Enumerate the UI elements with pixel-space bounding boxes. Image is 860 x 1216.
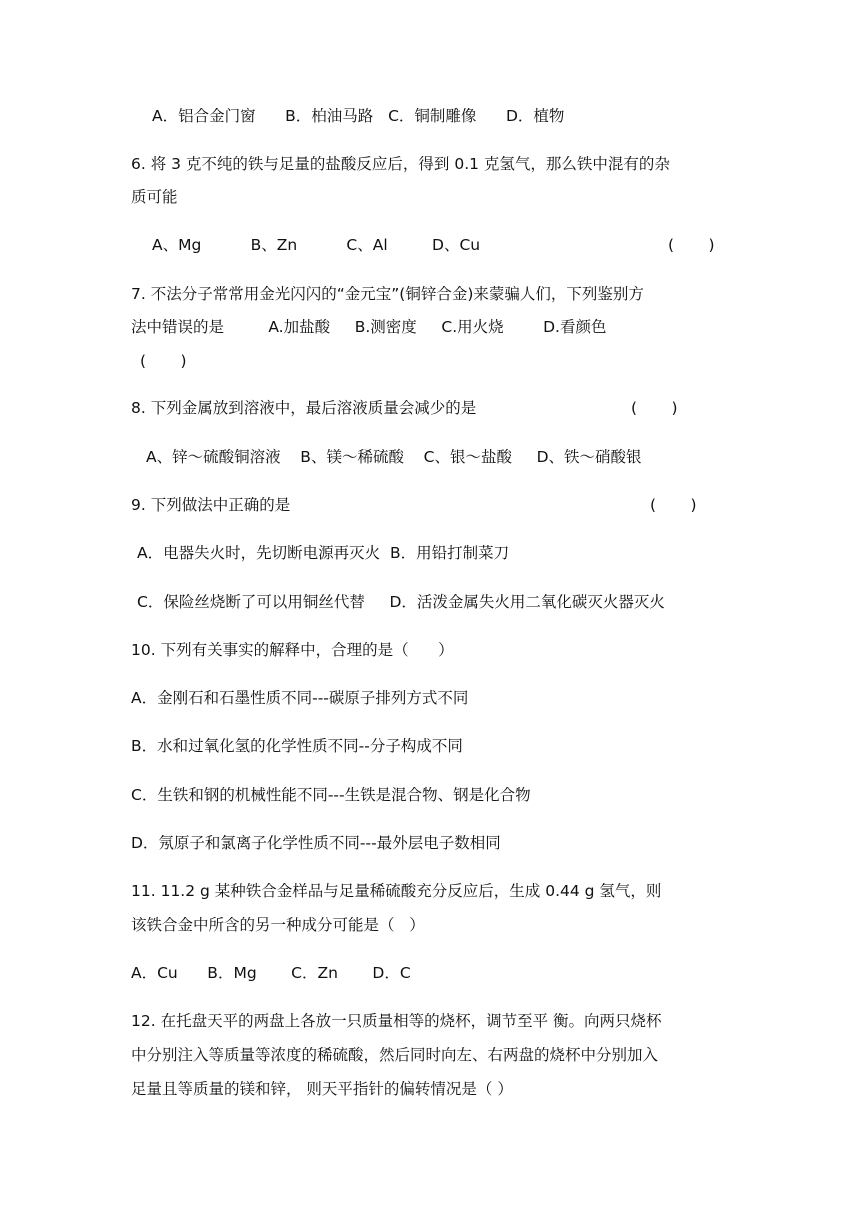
q6-options: A、Mg B、Zn C、Al D、Cu [152,236,481,254]
q7-stem-line2-options: 法中错误的是 A.加盐酸 B.测密度 C.用火烧 D.看颜色 [131,318,607,336]
q7-stem-line1: 7. 不法分子常常用金光闪闪的“金元宝”(铜锌合金)来蒙骗人们，下列鉴别方 [131,285,644,303]
q12-stem-line3: 足量且等质量的镁和锌， 则天平指针的偏转情况是（ ） [131,1080,513,1098]
q11-stem-line1: 11. 11.2 g 某种铁合金样品与足量稀硫酸充分反应后，生成 0.44 g 氢气，则 [131,882,662,900]
q7-answer-blank: ( ) [140,352,187,370]
q8-answer-blank: ( ) [631,399,678,417]
q10-option-b: B．水和过氧化氢的化学性质不同--分子构成不同 [131,737,463,755]
q12-stem-line2: 中分别注入等质量等浓度的稀硫酸，然后同时向左、右两盘的烧杯中分别加入 [131,1046,659,1064]
q10-stem: 10. 下列有关事实的解释中，合理的是（ ） [131,641,454,659]
q9-options-ab: A．电器失火时，先切断电源再灭火 B．用铅打制菜刀 [137,544,510,562]
q9-options-cd: C．保险丝烧断了可以用铜丝代替 D．活泼金属失火用二氧化碳灭火器灭火 [137,593,665,611]
q11-options: A．Cu B．Mg C．Zn D．C [131,964,411,982]
q6-stem-line2: 质可能 [131,188,178,206]
q8-options: A、锌～硫酸铜溶液 B、镁～稀硫酸 C、银～盐酸 D、铁～硝酸银 [146,448,642,466]
q10-option-c: C．生铁和钢的机械性能不同---生铁是混合物、钢是化合物 [131,786,531,804]
q10-option-d: D．氖原子和氯离子化学性质不同---最外层电子数相同 [131,834,501,852]
q11-stem-line2: 该铁合金中所含的另一种成分可能是（ ） [131,916,425,934]
q6-stem-line1: 6. 将 3 克不纯的铁与足量的盐酸反应后，得到 0.1 克氢气，那么铁中混有的杂 [131,155,670,173]
q9-stem: 9. 下列做法中正确的是 [131,496,291,514]
q9-answer-blank: ( ) [650,496,697,514]
q6-answer-blank: ( ) [668,236,715,254]
q8-stem: 8. 下列金属放到溶液中，最后溶液质量会减少的是 [131,399,477,417]
q5-options: A．铝合金门窗 B．柏油马路 C．铜制雕像 D．植物 [152,107,565,125]
q10-option-a: A．金刚石和石墨性质不同---碳原子排列方式不同 [131,689,469,707]
q12-stem-line1: 12. 在托盘天平的两盘上各放一只质量相等的烧杯，调节至平 衡。向两只烧杯 [131,1012,662,1030]
